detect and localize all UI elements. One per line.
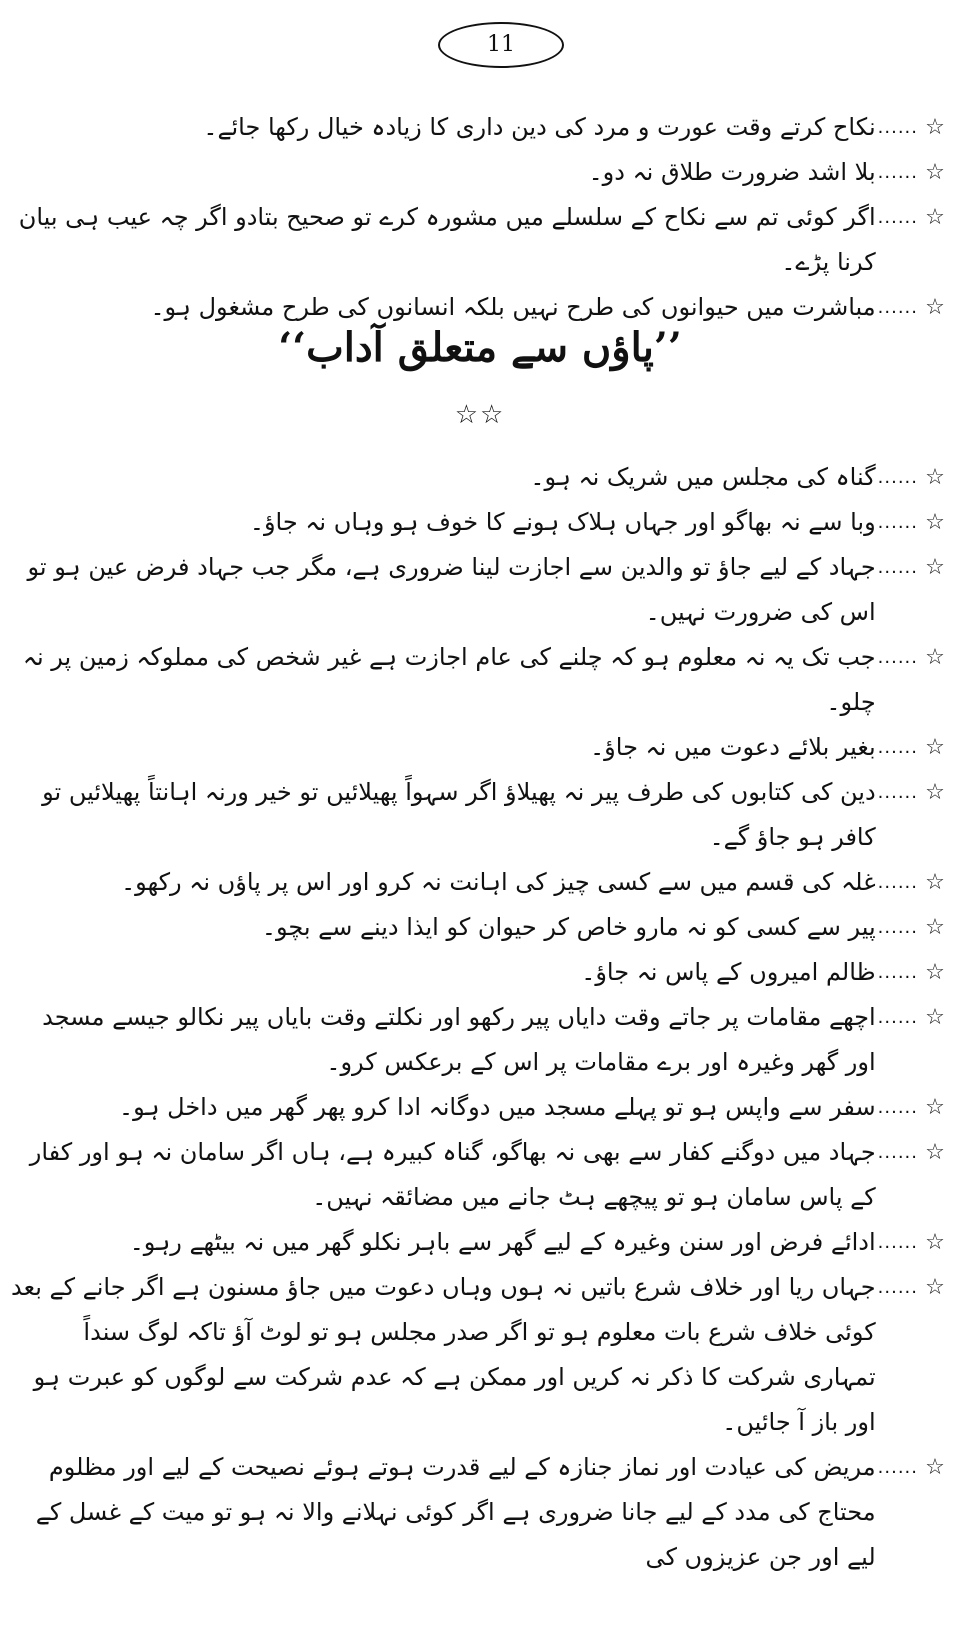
list-item	[8, 635, 952, 725]
list-item-text: جہاں ریا اور خلاف شرع باتیں نہ ہوں وہاں دعوت میں جاؤ مسنون ہے اگر جانے کے بعد کوئی خلاف شرع بات معلوم ہو تو اگر صدر مجلس ہو تو لوٹ آؤ تاکہ لوگ سنداً تمہاری شرکت کا ذکر نہ کریں اور ممکن ہے کہ عدم شرکت سے لوگوں کو عبرت ہو اور باز آ جائیں۔	[11, 1273, 876, 1436]
list-item-text: جب تک یہ نہ معلوم ہو کہ چلنے کی عام اجازت ہے غیر شخص کی مملوکہ زمین پر نہ چلو۔	[22, 643, 876, 716]
dots-leader: ......	[877, 162, 918, 183]
star-bullet-icon: ☆	[925, 465, 945, 490]
dots-leader: ......	[877, 1457, 918, 1478]
dots-leader: ......	[877, 1142, 918, 1163]
dots-leader: ......	[877, 782, 918, 803]
star-bullet-icon: ☆	[925, 780, 945, 805]
list-item-text: اگر کوئی تم سے نکاح کے سلسلے میں مشورہ کرے تو صحیح بتادو اگر چہ عیب ہی بیان کرنا پڑے۔	[18, 203, 876, 276]
list-item	[8, 1085, 952, 1130]
list-item-text: سفر سے واپس ہو تو پہلے مسجد میں دوگانہ ادا کرو پھر گھر میں داخل ہو۔	[119, 1093, 876, 1121]
list-item	[8, 1445, 952, 1580]
list-item-text: غلہ کی قسم میں سے کسی چیز کی اہانت نہ کرو اور اس پر پاؤں نہ رکھو۔	[121, 868, 876, 896]
star-bullet-icon: ☆	[925, 1230, 945, 1255]
list-item-text: بلا اشد ضرورت طلاق نہ دو۔	[588, 158, 876, 186]
list-item-text: جہاد کے لیے جاؤ تو والدین سے اجازت لینا ضروری ہے، مگر جب جہاد فرض عین ہو تو اس کی ضرورت نہیں۔	[27, 553, 876, 626]
star-bullet-icon: ☆	[925, 915, 945, 940]
star-bullet-icon: ☆	[925, 645, 945, 670]
dots-leader: ......	[877, 207, 918, 228]
dots-leader: ......	[877, 1097, 918, 1118]
list-item	[8, 770, 952, 860]
list-item	[8, 860, 952, 905]
star-bullet-icon: ☆	[925, 1140, 945, 1165]
list-item-text: بغیر بلائے دعوت میں نہ جاؤ۔	[590, 733, 876, 761]
dots-leader: ......	[877, 467, 918, 488]
star-bullet-icon: ☆	[925, 870, 945, 895]
list-item-text: نکاح کرتے وقت عورت و مرد کی دین داری کا زیادہ خیال رکھا جائے۔	[203, 113, 876, 141]
star-bullet-icon: ☆	[925, 295, 945, 320]
list-item-text: مباشرت میں حیوانوں کی طرح نہیں بلکہ انسانوں کی طرح مشغول ہو۔	[150, 293, 876, 321]
dots-leader: ......	[877, 872, 918, 893]
dots-leader: ......	[877, 647, 918, 668]
list-item-text: گناہ کی مجلس میں شریک نہ ہو۔	[530, 463, 876, 491]
star-divider-icon: ☆☆	[454, 400, 506, 430]
dots-leader: ......	[877, 512, 918, 533]
dots-leader: ......	[877, 1232, 918, 1253]
feet-etiquette-list	[8, 455, 952, 1580]
list-item	[8, 455, 952, 500]
list-item	[8, 500, 952, 545]
list-item	[8, 105, 952, 150]
list-item	[8, 195, 952, 285]
list-item-text: جہاد میں دوگنے کفار سے بھی نہ بھاگو، گناہ کبیرہ ہے، ہاں اگر سامان نہ ہو اور کفار کے پاس سامان ہو تو پیچھے ہٹ جانے میں مضائقہ نہیں۔	[29, 1138, 876, 1211]
list-item	[8, 905, 952, 950]
dots-leader: ......	[877, 557, 918, 578]
star-bullet-icon: ☆	[925, 115, 945, 140]
page-number-oval: 11	[438, 22, 564, 68]
list-item	[8, 1130, 952, 1220]
list-item-text: مریض کی عیادت اور نماز جنازہ کے لیے قدرت ہوتے ہوئے نصیحت کے لیے اور مظلوم محتاج کی مدد کے لیے جانا ضروری ہے اگر کوئی نہلانے والا نہ ہو تو میت کے غسل کے لیے اور جن عزیزوں کی	[35, 1453, 876, 1571]
dots-leader: ......	[877, 917, 918, 938]
list-item-text: دین کی کتابوں کی طرف پیر نہ پھیلاؤ اگر سہواً پھیلائیں تو خیر ورنہ اہانتاً پھیلائیں تو کافر ہو جاؤ گے۔	[42, 778, 876, 851]
list-item	[8, 950, 952, 995]
list-item	[8, 725, 952, 770]
section-heading: ’’پاؤں سے متعلق آداب‘‘	[278, 324, 682, 371]
star-bullet-icon: ☆	[925, 1005, 945, 1030]
star-bullet-icon: ☆	[925, 205, 945, 230]
list-item-text: اچھے مقامات پر جاتے وقت دایاں پیر رکھو اور نکلتے وقت بایاں پیر نکالو جیسے مسجد اور گھر وغیرہ اور برے مقامات پر اس کے برعکس کرو۔	[42, 1003, 876, 1076]
list-item-text: پیر سے کسی کو نہ مارو خاص کر حیوان کو ایذا دینے سے بچو۔	[261, 913, 876, 941]
star-bullet-icon: ☆	[925, 960, 945, 985]
list-item	[8, 1265, 952, 1445]
star-bullet-icon: ☆	[925, 510, 945, 535]
dots-leader: ......	[877, 297, 918, 318]
dots-leader: ......	[877, 1007, 918, 1028]
list-item-text: ادائے فرض اور سنن وغیرہ کے لیے گھر سے باہر نکلو گھر میں نہ بیٹھے رہو۔	[129, 1228, 876, 1256]
list-item	[8, 150, 952, 195]
star-bullet-icon: ☆	[925, 1275, 945, 1300]
dots-leader: ......	[877, 737, 918, 758]
star-bullet-icon: ☆	[925, 160, 945, 185]
marriage-etiquette-list	[8, 105, 952, 330]
dots-leader: ......	[877, 1277, 918, 1298]
dots-leader: ......	[877, 117, 918, 138]
star-bullet-icon: ☆	[925, 1095, 945, 1120]
list-item-text: ظالم امیروں کے پاس نہ جاؤ۔	[581, 958, 876, 986]
list-item	[8, 545, 952, 635]
list-item	[8, 995, 952, 1085]
list-item-text: وبا سے نہ بھاگو اور جہاں ہلاک ہونے کا خوف ہو وہاں نہ جاؤ۔	[249, 508, 876, 536]
list-item	[8, 1220, 952, 1265]
star-bullet-icon: ☆	[925, 735, 945, 760]
dots-leader: ......	[877, 962, 918, 983]
star-bullet-icon: ☆	[925, 1455, 945, 1480]
star-bullet-icon: ☆	[925, 555, 945, 580]
